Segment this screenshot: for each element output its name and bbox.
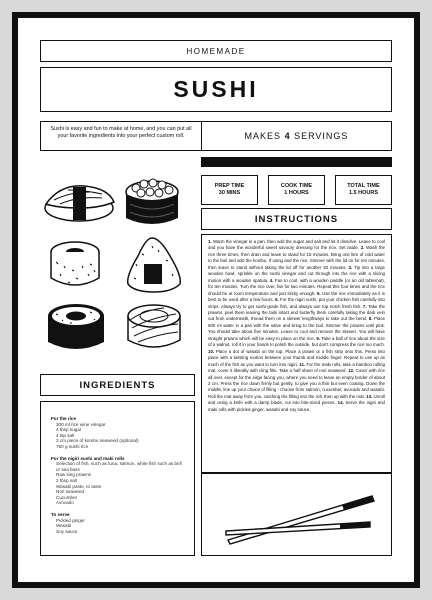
ingredient-item: 300 ml rice wine vinegar <box>56 421 106 427</box>
homemade-label: HOMEMADE <box>186 46 246 56</box>
ingredients-heading-box <box>40 374 195 396</box>
step: 10. Place a dot of wasabi on the top. Place a prawn or a fish strip onto this. Press into place with a twisting motion between your thumb and middle finger. Repeat to use up as much of the fish as you want to turn into nigiri. <box>208 348 386 367</box>
time-label: COOK TIME <box>280 183 313 189</box>
chopsticks-icon <box>202 474 391 555</box>
prep-time-box <box>201 175 258 205</box>
ingredient-item: Nori seaweed <box>56 489 85 495</box>
intro-box <box>40 121 202 151</box>
ingredient-item: 4 tbsp sugar <box>56 427 82 433</box>
step: 2. Wash the rice three times, then drain and leave to stand for 15 minutes. Bring one litre of cold water to the boil and add the kombu. If using and the rice. Simmer with the lid on for ten minutes, then leave to stand without taking the lid off for another 20 minutes. <box>208 245 385 270</box>
ingredient-item: 3 cm piece of kombu seaweed (optional) <box>56 438 139 444</box>
ingredients-list <box>40 401 195 556</box>
chopsticks-box <box>201 473 392 556</box>
step: 3. Tip into a large wooden bowl, sprinkle on the sushi vinegar and cut through into the rice with a slicing motion with a wooden spatula. <box>208 264 385 283</box>
salmon-roll-icon <box>124 298 184 358</box>
ingredient-section-title: To serve <box>51 511 70 517</box>
ingredient-item: 2 tbsp salt <box>56 477 77 483</box>
page-title: SUSHI <box>173 76 259 102</box>
maki-nori-icon <box>44 298 108 358</box>
servings-prefix: MAKES <box>244 131 285 141</box>
step: 11. For the maki rolls, take a bamboo rolling mat, cover it liberally with cling film. Take a half sheet of nori seaweed. <box>208 361 385 374</box>
instructions-list <box>201 234 392 473</box>
black-divider-bar <box>201 157 392 167</box>
step: 4. Fan to cool, with a wooden paddle (or an old tablemat), for ten minutes. Turn the rice over, fan for two minutes. Repeat this four times and the rice should be at room temperature and just sticky enough. <box>208 277 385 296</box>
intro-text: Sushi is easy and fun to make at home, and you can put all your favorite ingredients into your perfect custom roll. <box>50 126 192 139</box>
homemade-label-box <box>40 40 392 62</box>
ingredient-item: Pickled ginger <box>56 517 85 523</box>
ingredient-section-title: For the rice <box>51 416 77 421</box>
step: 5. Use the rice immediately as it is best to be used after a few hours. <box>208 290 385 303</box>
servings-suffix: SERVINGS <box>290 131 349 141</box>
instructions-heading-box <box>201 208 392 230</box>
ingredient-item: Raw king prawns <box>56 472 91 478</box>
servings-box <box>201 121 392 151</box>
nigiri-icon <box>40 178 118 224</box>
step: 13. Unroll and using a knife with a damp blade, cut into bite-sized pieces. <box>208 393 385 406</box>
time-label: PREP TIME <box>214 183 245 189</box>
ingredient-item: Avocado <box>56 500 74 506</box>
ingredient-item: Wasabi paste, to taste <box>56 483 102 489</box>
time-value: 1 HOURS <box>284 190 309 196</box>
ingredient-item: Wasabi <box>56 523 72 529</box>
time-value: 1.5 HOURS <box>348 190 379 196</box>
step: 6. For the nigiri sushi, put your chicken fish carefully into strips. Always try to get sushi-grade fish, and always use top notch fresh fish. <box>208 297 385 309</box>
cook-time-box <box>268 175 325 205</box>
ingredients-heading: INGREDIENTS <box>79 379 156 391</box>
step: 7. Take the prawns, peel them leaving the tails intact and butterfly them carefully taking the dark vein out from underneath, thread them on a skewer lengthways to take out the bend. <box>208 303 385 322</box>
step: 14. Serve the nigiri and maki rolls with pickled ginger, wasabi and soy sauce. <box>208 400 385 412</box>
total-time-box <box>335 175 392 205</box>
title-box <box>40 67 392 112</box>
step: 1. Warm the vinegar in a pan, then add the sugar and salt and let it dissolve. Leave to cool and you have the wonderful sweet savoury dressing for the rice. Set aside. <box>208 239 385 251</box>
time-value: 30 MINS <box>218 190 241 196</box>
gunkan-roe-icon <box>122 176 182 228</box>
step: 12. Cover with rice all over, except for the edge facing you, where you need to leave an empty border of about 2 cm. Press the rice down firmly but gently, to give you a thin but even coating. Down the middle, line up your choice of filling - choose from salmon, cucumber, avocado and wasabi. Roll the mat away from you, catching the filling into the roll, then up with the mat. <box>208 368 385 399</box>
ingredient-item: Soy sauce <box>56 528 78 534</box>
ingredient-item: Selection of fish, such as tuna, salmon, white fish such as brill or sea bass <box>56 461 182 472</box>
onigiri-icon <box>122 234 186 294</box>
ingredient-section-title: For the nigiri sushi and maki rolls <box>51 455 125 461</box>
maki-roll-icon <box>46 236 104 294</box>
servings-count: 4 <box>284 131 291 141</box>
poster <box>18 18 414 582</box>
ingredient-item: Cucumber <box>56 494 78 500</box>
step: 9. Take a ball of rice about the size of a walnut, roll it in your hands to polish the outside, but don't compress the rice too much. <box>208 335 385 348</box>
ingredient-item: 750 g sushi rice <box>56 443 89 449</box>
time-label: TOTAL TIME <box>347 183 380 189</box>
instructions-heading: INSTRUCTIONS <box>254 213 339 225</box>
step: 8. Place 500 ml water in a pan with the salve and bring to the boil. Simmer the prawns until pink. You should take about five minutes. Leave to cool and remove the skewer. You will have straight prawns which will be easy to place on the rice. <box>208 316 385 341</box>
ingredient-item: 4 tsp salt <box>56 432 75 438</box>
